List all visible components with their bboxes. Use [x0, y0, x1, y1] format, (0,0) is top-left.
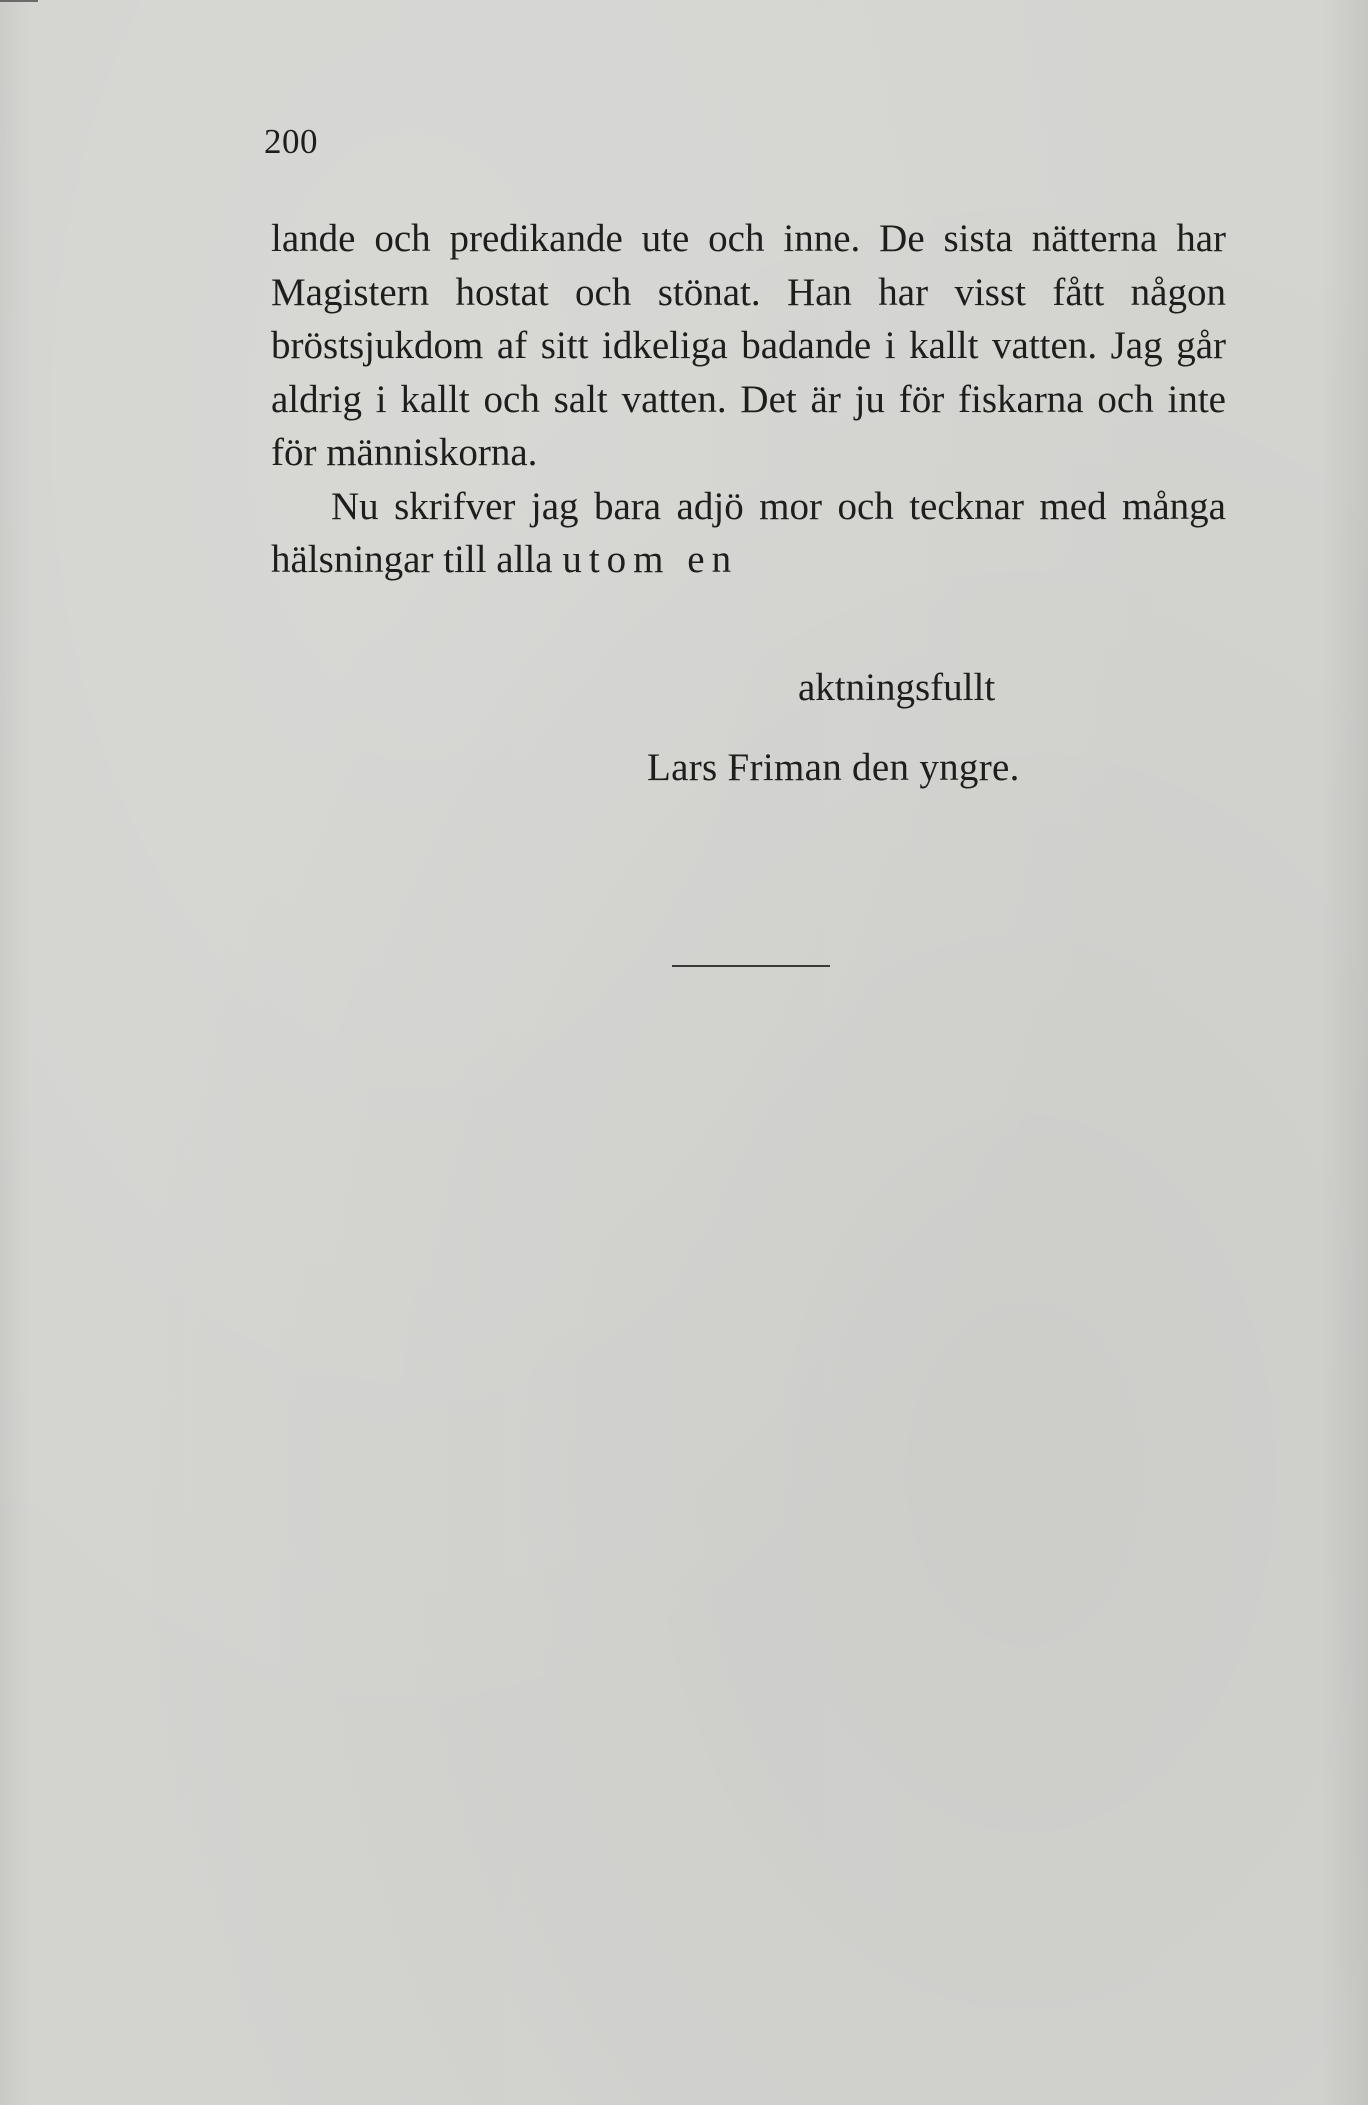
- page-number: 200: [264, 122, 318, 161]
- paragraph-1: lande och predikande ute och inne. De sista nätterna har Magistern hostat och stönat. Han har visst fått någon bröstsjukdom af sitt idkeliga badande i kallt vatten. Jag går aldrig i kallt och salt vatten. Det är ju för fiskarna och inte för människorna.: [271, 217, 1226, 474]
- end-divider: [672, 965, 830, 967]
- closing-phrase: aktningsfullt: [798, 666, 996, 709]
- signature-line: Lars Friman den yngre.: [647, 746, 1020, 789]
- paragraph-2: [271, 480, 1226, 587]
- paragraph-2-spaced-text: utom en: [562, 538, 739, 581]
- paragraph-2-text: Nu skrifver jag bara adjö mor och tecknar med många hälsningar till alla: [271, 484, 1226, 581]
- corner-mark: [0, 0, 38, 2]
- body-text: [271, 212, 1226, 587]
